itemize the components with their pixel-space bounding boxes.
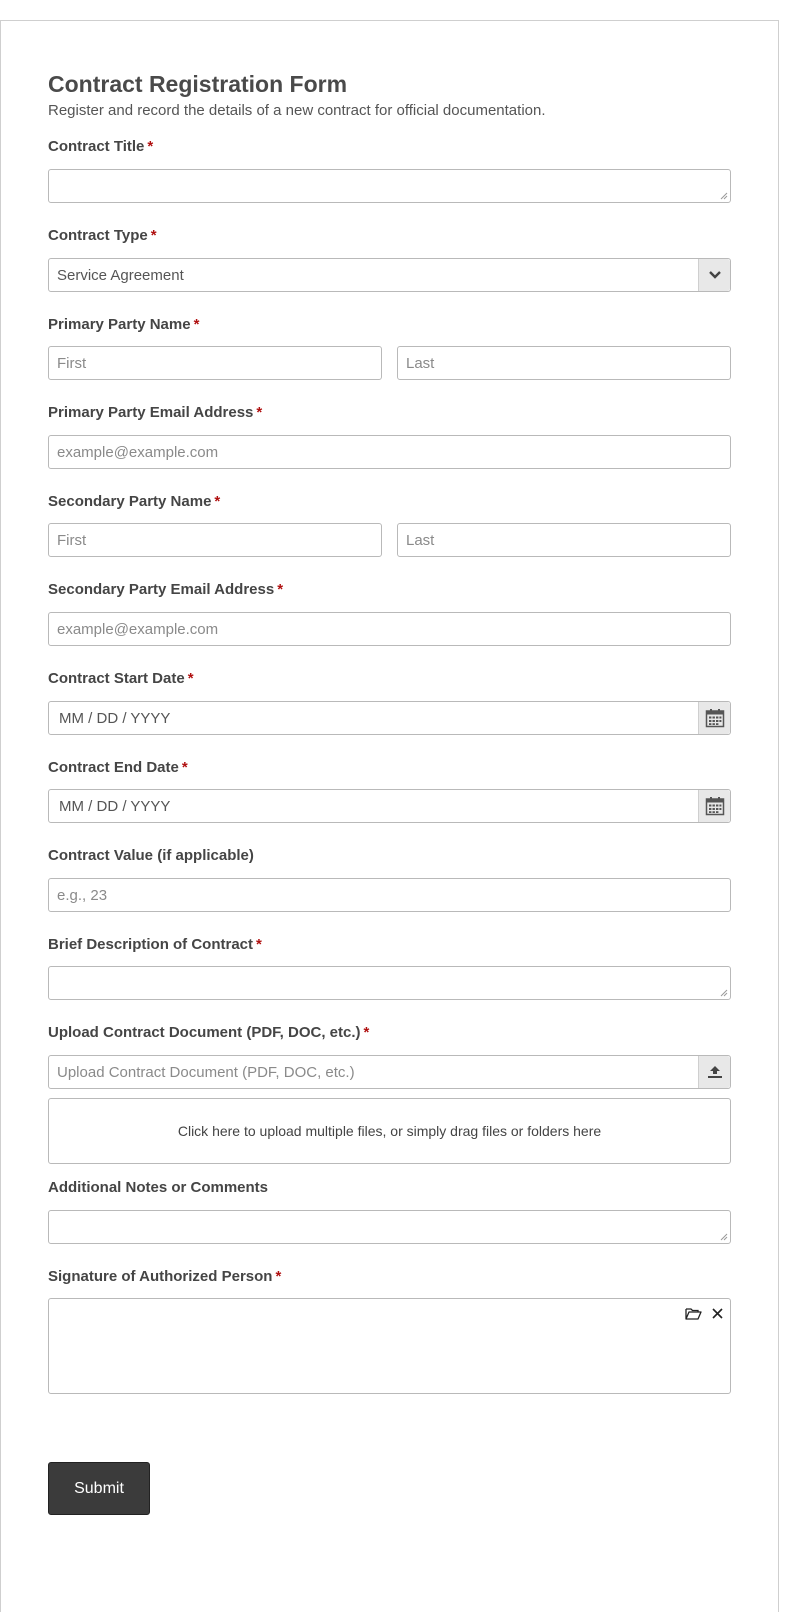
contract-type-label-text: Contract Type: [48, 227, 148, 244]
resize-grip-icon[interactable]: [720, 1233, 728, 1241]
contract-title-label: [48, 138, 153, 155]
contract-title-input[interactable]: [48, 169, 731, 203]
secondary-party-name-label-text: Secondary Party Name: [48, 493, 212, 510]
primary-first-placeholder: First: [57, 354, 87, 372]
required-mark: *: [150, 227, 157, 244]
upload-placeholder: Upload Contract Document (PDF, DOC, etc.): [57, 1063, 355, 1081]
secondary-party-email-input[interactable]: [48, 612, 731, 646]
primary-party-email-label-text: Primary Party Email Address: [48, 404, 254, 421]
notes-textarea[interactable]: [48, 1210, 731, 1244]
upload-label: [48, 1024, 369, 1041]
description-textarea[interactable]: [48, 966, 731, 1000]
end-date-input[interactable]: [48, 789, 731, 823]
description-label-text: Brief Description of Contract: [48, 936, 254, 953]
required-mark: *: [256, 404, 263, 421]
start-date-label: [48, 670, 194, 687]
signature-clear-button[interactable]: [708, 1305, 726, 1321]
required-mark: *: [193, 316, 200, 333]
secondary-first-placeholder: First: [57, 531, 87, 549]
secondary-last-name-input[interactable]: [397, 523, 731, 557]
calendar-icon: [705, 708, 725, 728]
required-mark: *: [187, 670, 194, 687]
upload-input[interactable]: [48, 1055, 731, 1089]
required-mark: *: [275, 1268, 282, 1285]
close-icon: [712, 1308, 723, 1319]
folder-open-icon: [685, 1307, 702, 1320]
signature-label: [48, 1268, 281, 1285]
required-mark: *: [277, 581, 284, 598]
contract-type-selected: Service Agreement: [57, 266, 184, 284]
primary-first-name-input[interactable]: [48, 346, 382, 380]
contract-type-select[interactable]: [48, 258, 731, 292]
secondary-party-email-label-text: Secondary Party Email Address: [48, 581, 275, 598]
end-date-picker-button[interactable]: [698, 790, 730, 822]
start-date-input[interactable]: [48, 701, 731, 735]
dropzone-text: Click here to upload multiple files, or simply drag files or folders here: [177, 1123, 602, 1139]
end-date-placeholder: MM / DD / YYYY: [59, 797, 171, 815]
secondary-first-name-input[interactable]: [48, 523, 382, 557]
start-date-placeholder: MM / DD / YYYY: [59, 709, 171, 727]
end-date-label-text: Contract End Date: [48, 759, 179, 776]
resize-grip-icon[interactable]: [720, 989, 728, 997]
calendar-icon: [705, 796, 725, 816]
primary-last-placeholder: Last: [406, 354, 435, 372]
contract-value-label-text: Contract Value (if applicable): [48, 847, 254, 864]
resize-grip-icon[interactable]: [720, 192, 728, 200]
end-date-label: [48, 759, 188, 776]
notes-label: [48, 1179, 268, 1196]
primary-last-name-input[interactable]: [397, 346, 731, 380]
upload-label-text: Upload Contract Document (PDF, DOC, etc.): [48, 1024, 361, 1041]
start-date-label-text: Contract Start Date: [48, 670, 185, 687]
file-dropzone[interactable]: [48, 1098, 731, 1164]
upload-button[interactable]: [698, 1056, 730, 1088]
primary-party-name-label: [48, 316, 199, 333]
contract-value-input[interactable]: [48, 878, 731, 912]
primary-party-email-label: [48, 404, 262, 421]
required-mark: *: [181, 759, 188, 776]
required-mark: *: [214, 493, 221, 510]
required-mark: *: [256, 936, 262, 953]
start-date-picker-button[interactable]: [698, 702, 730, 734]
description-label: [48, 936, 262, 953]
secondary-last-placeholder: Last: [406, 531, 435, 549]
secondary-party-name-label: [48, 493, 220, 510]
chevron-down-icon: [708, 270, 722, 280]
required-mark: *: [147, 138, 154, 155]
contract-value-label: [48, 847, 254, 864]
signature-pad[interactable]: [48, 1298, 731, 1394]
primary-party-email-input[interactable]: [48, 435, 731, 469]
secondary-party-email-label: [48, 581, 283, 598]
upload-icon: [707, 1065, 723, 1079]
contract-title-label-text: Contract Title: [48, 138, 145, 155]
primary-email-placeholder: example@example.com: [57, 443, 219, 461]
signature-label-text: Signature of Authorized Person: [48, 1268, 273, 1285]
required-mark: *: [363, 1024, 370, 1041]
form-subtitle: Register and record the details of a new contract for official documentation.: [48, 102, 546, 119]
select-toggle[interactable]: [698, 259, 730, 291]
notes-label-text: Additional Notes or Comments: [48, 1179, 269, 1196]
contract-value-placeholder: e.g., 23: [57, 886, 108, 904]
contract-type-label: [48, 227, 157, 244]
submit-button[interactable]: Submit: [48, 1462, 150, 1515]
signature-open-button[interactable]: [684, 1305, 702, 1321]
primary-party-name-label-text: Primary Party Name: [48, 316, 191, 333]
form-title: Contract Registration Form: [48, 71, 348, 97]
secondary-email-placeholder: example@example.com: [57, 620, 219, 638]
